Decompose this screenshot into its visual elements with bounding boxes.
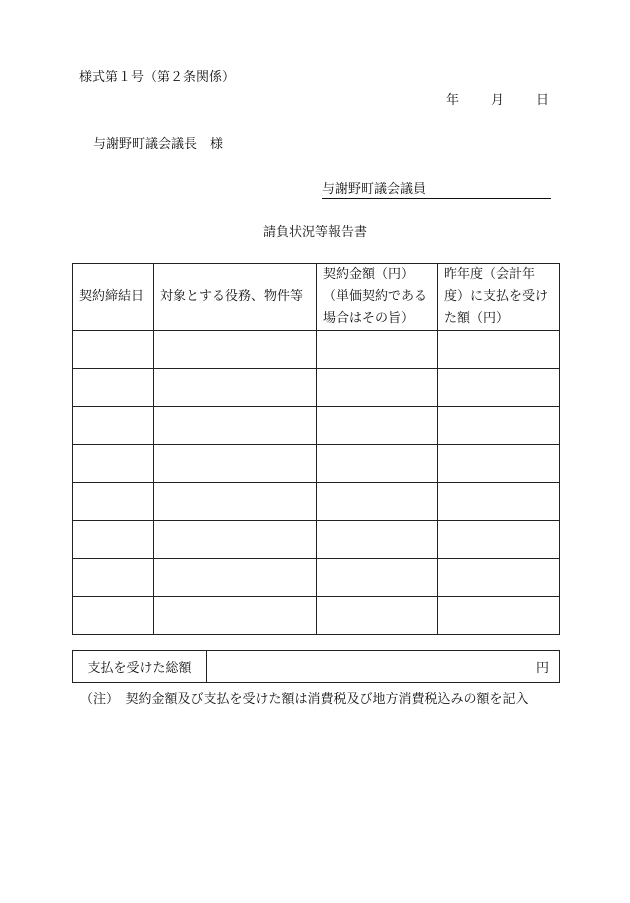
column-header-paid-last-year: 昨年度（会計年度）に支払を受けた額（円） — [438, 264, 560, 331]
total-unit-label: 円 — [535, 661, 549, 676]
table-cell[interactable] — [73, 331, 154, 369]
sender-field[interactable]: 与謝野町議会議員 — [322, 178, 551, 199]
table-row — [73, 483, 560, 521]
table-cell[interactable] — [438, 331, 560, 369]
date-month-label: 月 — [491, 93, 505, 108]
table-cell[interactable] — [438, 369, 560, 407]
table-cell[interactable] — [154, 445, 317, 483]
table-cell[interactable] — [438, 445, 560, 483]
date-year-label: 年 — [446, 93, 460, 108]
table-cell[interactable] — [317, 597, 438, 635]
table-row — [73, 597, 560, 635]
table-cell[interactable] — [317, 445, 438, 483]
table-cell[interactable] — [438, 559, 560, 597]
total-amount-field[interactable] — [207, 651, 560, 683]
table-header-row — [73, 264, 560, 331]
table-cell[interactable] — [317, 521, 438, 559]
table-cell[interactable] — [73, 559, 154, 597]
table-cell[interactable] — [317, 559, 438, 597]
table-cell[interactable] — [154, 559, 317, 597]
table-cell[interactable] — [154, 483, 317, 521]
table-cell[interactable] — [154, 369, 317, 407]
table-row — [73, 521, 560, 559]
table-row — [73, 369, 560, 407]
addressee: 与謝野町議会議長 様 — [93, 137, 224, 152]
column-header-contract-date: 契約締結日 — [73, 264, 154, 331]
table-cell[interactable] — [438, 597, 560, 635]
table-cell[interactable] — [154, 331, 317, 369]
table-cell[interactable] — [317, 407, 438, 445]
table-row — [73, 559, 560, 597]
table-cell[interactable] — [154, 597, 317, 635]
table-cell[interactable] — [73, 597, 154, 635]
table-cell[interactable] — [317, 331, 438, 369]
footnote: （注） 契約金額及び支払を受けた額は消費税及び地方消費税込みの額を記入 — [80, 692, 529, 707]
table-cell[interactable] — [154, 521, 317, 559]
total-table — [72, 650, 560, 683]
date-day-label: 日 — [536, 93, 550, 108]
table-cell[interactable] — [317, 369, 438, 407]
table-cell[interactable] — [73, 483, 154, 521]
table-cell[interactable] — [73, 407, 154, 445]
table-cell[interactable] — [438, 407, 560, 445]
form-number: 様式第１号（第２条関係） — [79, 70, 236, 85]
table-cell[interactable] — [73, 445, 154, 483]
table-cell[interactable] — [317, 483, 438, 521]
table-cell[interactable] — [154, 407, 317, 445]
document-title: 請負状況等報告書 — [262, 225, 367, 240]
report-table — [72, 263, 560, 635]
table-cell[interactable] — [438, 483, 560, 521]
table-cell[interactable] — [438, 521, 560, 559]
table-cell[interactable] — [73, 369, 154, 407]
table-row — [73, 331, 560, 369]
table-row — [73, 445, 560, 483]
table-row — [73, 407, 560, 445]
table-cell[interactable] — [73, 521, 154, 559]
column-header-contract-amount: 契約金額（円）（単価契約である場合はその旨） — [317, 264, 438, 331]
column-header-subject: 対象とする役務、物件等 — [154, 264, 317, 331]
date-line — [446, 89, 549, 108]
total-row — [73, 651, 560, 683]
total-label: 支払を受けた総額 — [73, 651, 207, 683]
